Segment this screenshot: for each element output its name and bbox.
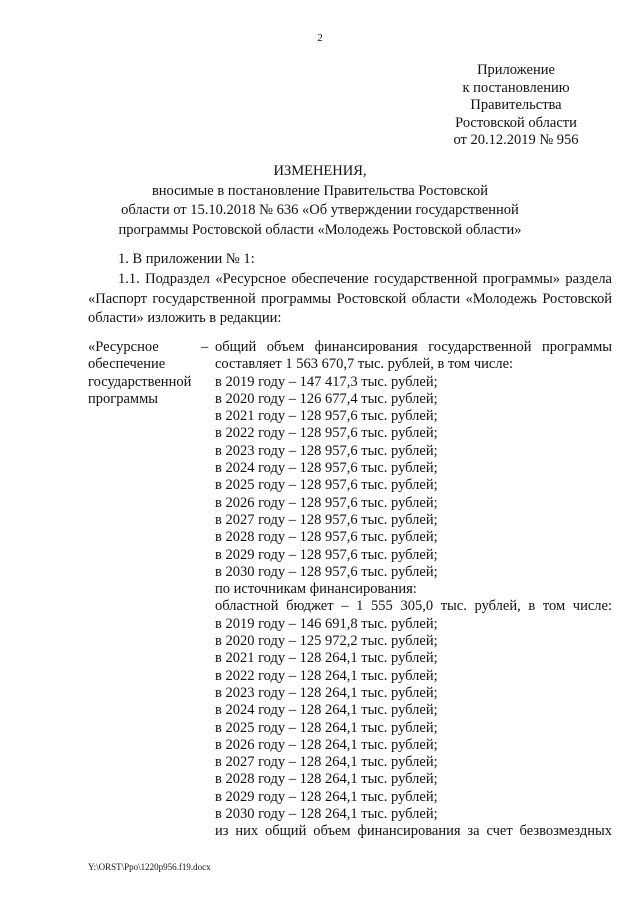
regional-year-line: в 2019 году – 146 691,8 тыс. рублей; (215, 615, 438, 632)
appendix-line: Ростовской области (455, 114, 577, 131)
appendix-line: от 20.12.2019 № 956 (453, 132, 579, 148)
page-number: 2 (317, 32, 323, 44)
appendix-line: Приложение (477, 62, 555, 78)
footer-file-path: Y:\ORST\Ppo\1220p956.f19.docx (88, 862, 211, 872)
total-year-line: в 2022 году – 128 957,6 тыс. рублей; (215, 425, 438, 442)
grants-line: из них общий объем финансирования за счет безвозмездных (215, 823, 612, 840)
regional-year-line: в 2021 году – 128 264,1 тыс. рублей; (215, 650, 438, 667)
total-year-line: в 2020 году – 126 677,4 тыс. рублей; (215, 390, 438, 407)
regional-budget-line: областной бюджет – 1 555 305,0 тыс. рублей, в том числе: (215, 598, 612, 615)
total-year-line: в 2029 году – 128 957,6 тыс. рублей; (215, 546, 438, 563)
regional-year-line: в 2023 году – 128 264,1 тыс. рублей; (215, 684, 438, 701)
total-year-line: в 2028 году – 128 957,6 тыс. рублей; (215, 529, 438, 546)
resource-label (88, 339, 209, 408)
sources-label: по источникам финансирования: (215, 581, 417, 598)
regional-year-line: в 2027 году – 128 264,1 тыс. рублей; (215, 754, 438, 771)
regional-year-line: в 2022 году – 128 264,1 тыс. рублей; (215, 667, 438, 684)
total-year-line: в 2024 году – 128 957,6 тыс. рублей; (215, 460, 438, 477)
regional-year-line: в 2028 году – 128 264,1 тыс. рублей; (215, 771, 438, 788)
resource-label-line: государственной (88, 373, 192, 390)
total-year-line: в 2023 году – 128 957,6 тыс. рублей; (215, 442, 438, 459)
total-year-line: в 2019 году – 147 417,3 тыс. рублей; (215, 373, 438, 390)
total-line-2: составляет 1 563 670,7 тыс. рублей, в том числе: (215, 356, 514, 373)
heading-line: вносимые в постановление Правительства Ростовской (151, 182, 489, 199)
document-heading (0, 162, 640, 240)
regional-year-line: в 2024 году – 128 264,1 тыс. рублей; (215, 702, 438, 719)
regional-year-line: в 2029 году – 128 264,1 тыс. рублей; (215, 788, 438, 805)
heading-line: программы Ростовской области «Молодежь Ростовской области» (118, 221, 522, 238)
heading-title: ИЗМЕНЕНИЯ, (273, 163, 367, 179)
paragraph-1-1: 1.1. Подраздел «Ресурсное обеспечение государственной программы» раздела «Паспорт государственной программы Ростовской области «Молодежь Ростовской области» изложить в редакции: (88, 271, 612, 326)
paragraph-1: 1. В приложении № 1: (118, 251, 255, 267)
total-line-1: общий объем финансирования государственной программы (215, 339, 612, 355)
resource-content (215, 339, 612, 841)
appendix-line: Правительства (470, 97, 562, 113)
label-dash: – (201, 339, 209, 355)
appendix-block (440, 62, 592, 150)
resource-label-line: обеспечение (88, 356, 166, 373)
total-year-line: в 2027 году – 128 957,6 тыс. рублей; (215, 511, 438, 528)
regional-year-line: в 2025 году – 128 264,1 тыс. рублей; (215, 719, 438, 736)
regional-year-line: в 2020 году – 125 972,2 тыс. рублей; (215, 633, 438, 650)
total-year-line: в 2021 году – 128 957,6 тыс. рублей; (215, 408, 438, 425)
total-year-line: в 2030 году – 128 957,6 тыс. рублей; (215, 563, 438, 580)
regional-year-line: в 2030 году – 128 264,1 тыс. рублей; (215, 806, 438, 823)
regional-year-line: в 2026 году – 128 264,1 тыс. рублей; (215, 736, 438, 753)
resource-label-line: программы (88, 390, 158, 407)
total-year-line: в 2025 году – 128 957,6 тыс. рублей; (215, 477, 438, 494)
resource-label-line: «Ресурсное (88, 339, 159, 355)
appendix-line: к постановлению (462, 79, 570, 96)
heading-line: области от 15.10.2018 № 636 «Об утверждении государственной (121, 202, 519, 218)
total-year-line: в 2026 году – 128 957,6 тыс. рублей; (215, 494, 438, 511)
